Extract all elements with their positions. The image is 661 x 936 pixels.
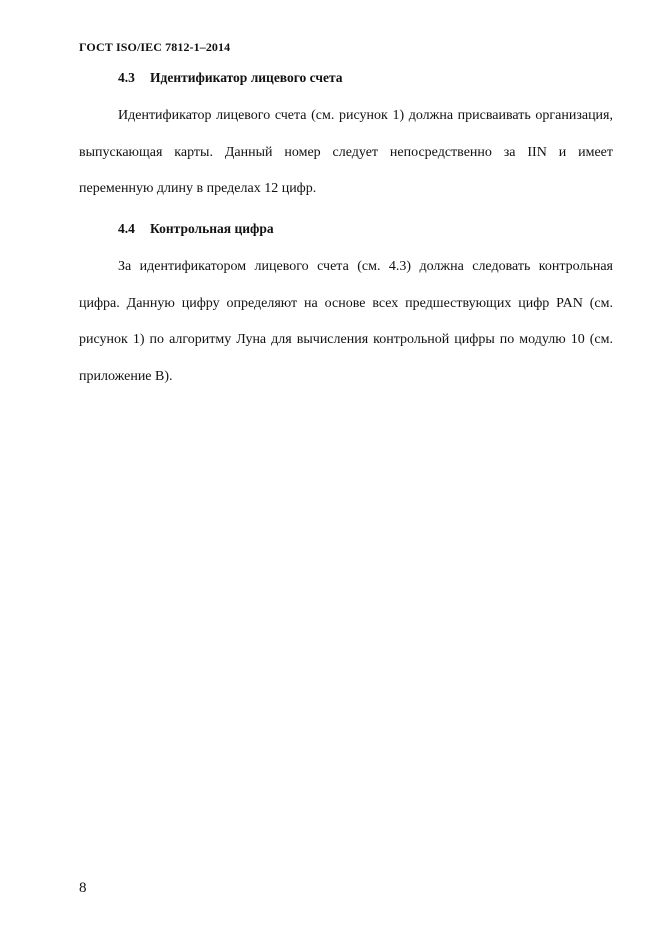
section-paragraph-4-3: Идентификатор лицевого счета (см. рисунок 1) должна присваивать организация, выпускающая карты. Данный номер следует непосредственно за IIN и имеет переменную длину в пределах 12 цифр. (79, 108, 613, 196)
page-number: 8 (79, 880, 87, 896)
document-header: ГОСТ ISO/IEC 7812-1–2014 (79, 40, 231, 54)
section-paragraph-4-4: За идентификатором лицевого счета (см. 4.3) должна следовать контрольная цифра. Данную цифру определяют на основе всех предшествующих цифр PAN (см. рисунок 1) по алгоритму Луна для вычисления контрольной цифры по модулю 10 (см. приложение В). (79, 259, 613, 384)
section-heading-4-3 (118, 70, 343, 86)
section-heading-4-4 (118, 221, 274, 237)
section-number: 4.3 (118, 70, 135, 85)
section-title: Контрольная цифра (150, 221, 274, 236)
section-title: Идентификатор лицевого счета (150, 70, 343, 85)
section-number: 4.4 (118, 221, 135, 236)
